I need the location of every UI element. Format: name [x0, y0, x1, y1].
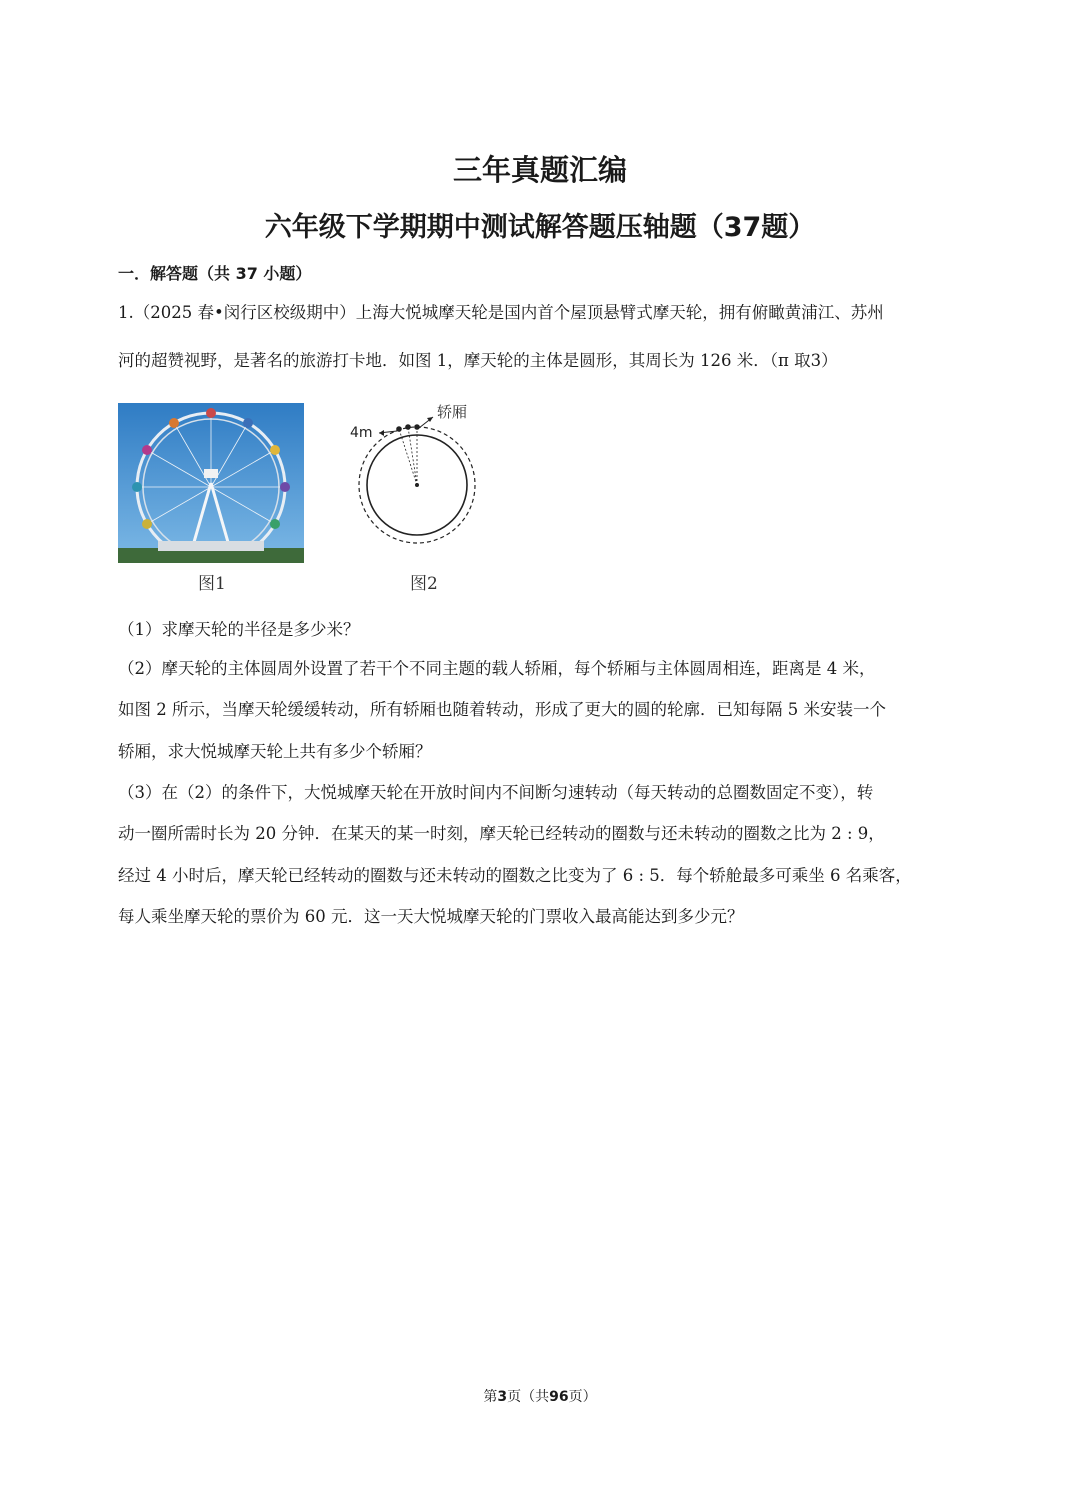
- page-total: 96: [549, 1389, 569, 1405]
- document-subtitle: 六年级下学期期中测试解答题压轴题（37题）: [264, 212, 816, 243]
- ferris-wheel-photo: [118, 403, 304, 563]
- car-label: 轿厢: [437, 403, 468, 421]
- section-heading: 一．解答题（共 37 小题）: [118, 264, 312, 283]
- part-2-line-3: 轿厢，求大悦城摩天轮上共有多少个轿厢？: [118, 742, 432, 761]
- part-3-line-3: 经过 4 小时后，摩天轮已经转动的圈数与还未转动的圈数之比变为了 6 : 5．每个轿舱最多可乘坐 6 名乘客，: [118, 866, 912, 885]
- part-2-line-1: （2）摩天轮的主体圆周外设置了若干个不同主题的载人轿厢，每个轿厢与主体圆周相连，距离是 4 米，: [118, 659, 876, 678]
- figure-2-caption: 图2: [410, 574, 438, 594]
- document-title: 三年真题汇编: [452, 153, 627, 187]
- page-suffix: 页）: [568, 1389, 597, 1405]
- page-mid: 页（共: [507, 1389, 550, 1405]
- part-2-line-2: 如图 2 所示，当摩天轮缓缓转动，所有轿厢也随着转动，形成了更大的圆的轮廓．已知每隔 5 米安装一个: [118, 700, 886, 719]
- distance-label: 4m: [350, 425, 373, 441]
- page-footer: [0, 1386, 1080, 1406]
- part-1: （1）求摩天轮的半径是多少米？: [118, 620, 360, 639]
- question-stem-line-1: 1.（2025 春•闵行区校级期中）上海大悦城摩天轮是国内首个屋顶悬臂式摩天轮，拥有俯瞰黄浦江、苏州: [118, 303, 884, 322]
- ferris-wheel-diagram: [345, 395, 495, 575]
- page-number: 3: [497, 1389, 508, 1405]
- page-prefix: 第: [483, 1389, 498, 1405]
- part-3-line-2: 动一圈所需时长为 20 分钟．在某天的某一时刻，摩天轮已经转动的圈数与还未转动的圈数之比为 2 : 9，: [118, 824, 885, 843]
- question-stem-line-2: 河的超赞视野，是著名的旅游打卡地．如图 1，摩天轮的主体是圆形，其周长为 126 米．（π 取3）: [118, 351, 838, 370]
- part-3-line-4: 每人乘坐摩天轮的票价为 60 元．这一天大悦城摩天轮的门票收入最高能达到多少元？: [118, 907, 744, 926]
- figure-1-caption: 图1: [198, 574, 226, 594]
- part-3-line-1: （3）在（2）的条件下，大悦城摩天轮在开放时间内不间断匀速转动（每天转动的总圈数固定不变），转: [118, 783, 874, 802]
